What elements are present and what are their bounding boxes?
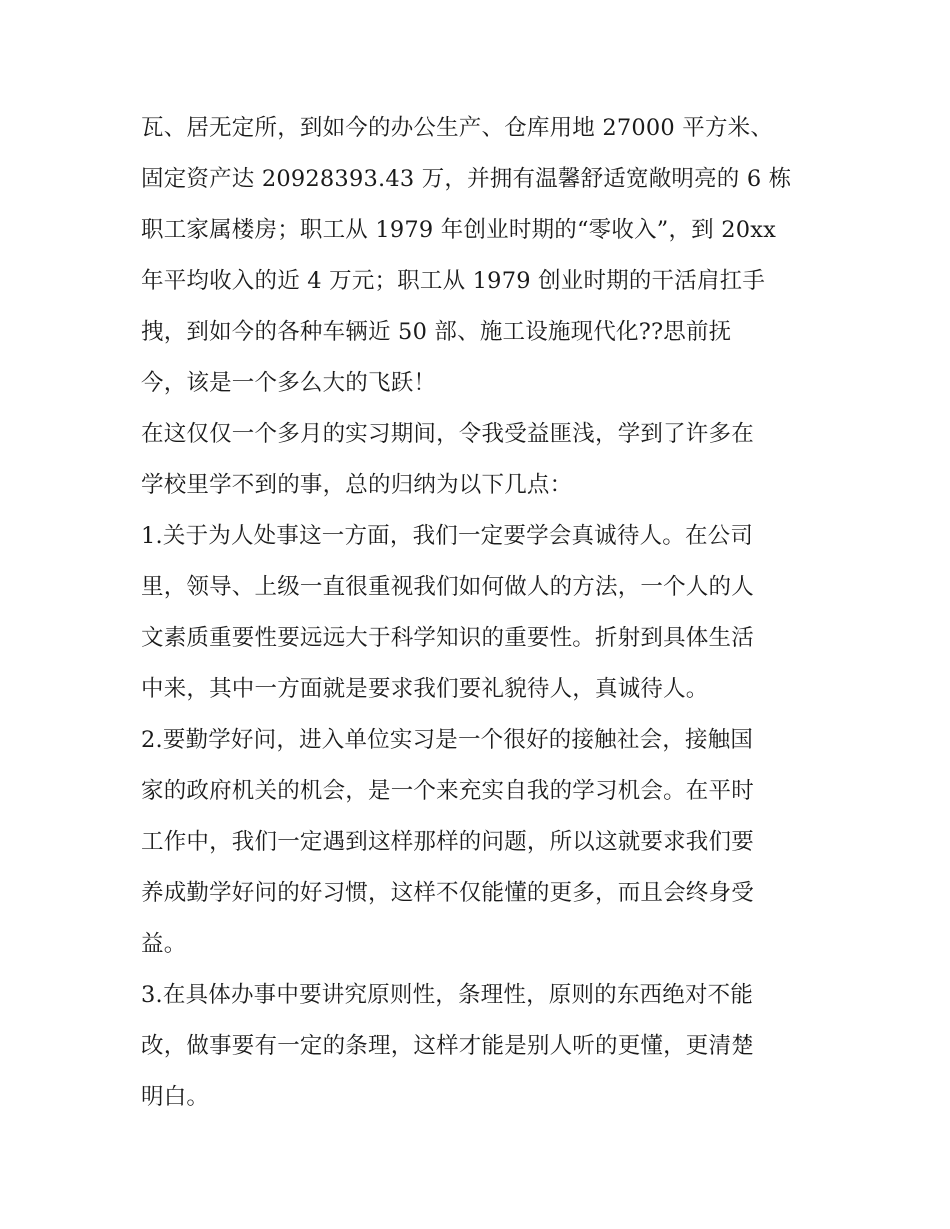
text-line: 工作中，我们一定遇到这样那样的问题，所以这就要求我们要 (141, 829, 754, 855)
text-line: 3.在具体办事中要讲究原则性，条理性，原则的东西绝对不能 (141, 982, 754, 1008)
text-line: 改，做事要有一定的条理，这样才能是别人听的更懂，更清楚 (141, 1033, 754, 1059)
text-line: 文素质重要性要远远大于科学知识的重要性。折射到具体生活 (141, 625, 754, 651)
text-line: 职工家属楼房；职工从 1979 年创业时期的“零收入”，到 20xx (141, 217, 777, 243)
text-line: 年平均收入的近 4 万元；职工从 1979 创业时期的干活肩扛手 (141, 268, 766, 294)
text-line: 今，该是一个多么大的飞跃！ (141, 370, 437, 396)
text-line: 固定资产达 20928393.43 万，并拥有温馨舒适宽敞明亮的 6 栋 (141, 166, 792, 192)
text-line: 养成勤学好问的好习惯，这样不仅能懂的更多，而且会终身受 (141, 880, 754, 906)
text-line: 拽，到如今的各种车辆近 50 部、施工设施现代化??思前抚 (141, 319, 732, 345)
text-line: 益。 (141, 931, 187, 957)
text-line: 2.要勤学好问，进入单位实习是一个很好的接触社会，接触国 (141, 727, 754, 753)
text-line: 学校里学不到的事，总的归纳为以下几点： (141, 472, 573, 498)
text-line: 瓦、居无定所，到如今的办公生产、仓库用地 27000 平方米、 (141, 115, 774, 141)
document-body (141, 103, 816, 1123)
text-line: 明白。 (141, 1084, 210, 1110)
text-line: 里，领导、上级一直很重视我们如何做人的方法，一个人的人 (141, 574, 754, 600)
text-line: 家的政府机关的机会，是一个来充实自我的学习机会。在平时 (141, 778, 754, 804)
text-line: 中来，其中一方面就是要求我们要礼貌待人，真诚待人。 (141, 676, 709, 702)
text-line: 1.关于为人处事这一方面，我们一定要学会真诚待人。在公司 (141, 523, 754, 549)
text-line: 在这仅仅一个多月的实习期间，令我受益匪浅，学到了许多在 (141, 421, 754, 447)
